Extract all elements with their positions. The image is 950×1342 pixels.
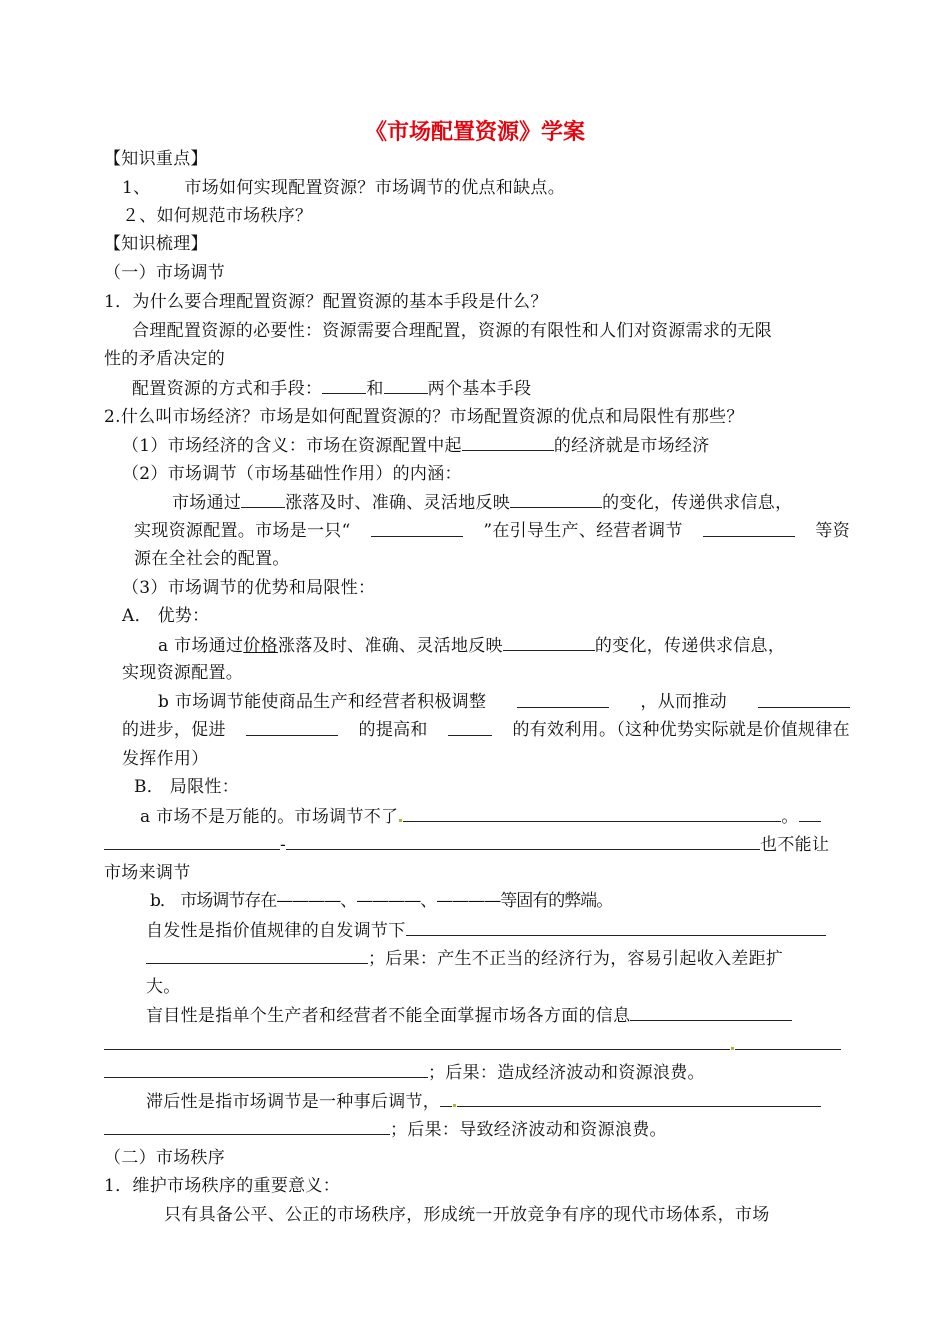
blank-field[interactable] [104,833,280,850]
blank-field[interactable] [286,833,760,850]
heading-limitations: B． 局限性： [134,777,239,797]
limitation-a-line-2: - 也不能让 [104,833,852,856]
stray-mark [399,819,402,822]
blank-field[interactable] [517,691,609,708]
blank-field[interactable] [403,805,781,822]
point-2-market-mechanism: （2）市场调节（市场基础性作用）的内涵： [122,464,462,484]
blank-field[interactable] [457,1090,821,1107]
advantage-b-line-1: b 市场调节能使商品生产和经营者积极调整 ，从而推动 [158,691,850,713]
blank-field[interactable] [241,491,285,508]
blank-field[interactable] [104,1118,390,1135]
point-3-advantages-limits: （3）市场调节的优势和局限性： [122,578,376,598]
blank-field[interactable] [448,719,492,736]
section-market-order: （二）市场秩序 [104,1148,226,1168]
lag-line-2: ；后果：导致经济波动和资源浪费。 [104,1118,850,1141]
question-1: 1．为什么要合理配置资源？配置资源的基本手段是什么？ [104,292,548,312]
blank-field[interactable] [630,1004,792,1021]
advantage-a-line-2: 实现资源配置。 [122,663,244,683]
stray-mark [453,1104,456,1107]
key-point-1: 1、 市场如何实现配置资源？市场调节的优点和缺点。 [122,178,566,198]
spontaneity-line-3: 大。 [146,977,181,997]
market-order-text: 只有具备公平、公正的市场秩序，形成统一开放竞争有序的现代市场体系，市场 [164,1205,770,1225]
key-point-2: ２、如何规范市场秩序？ [122,206,313,226]
spontaneity-line-2: ；后果：产生不正当的经济行为，容易引起收入差距扩 [146,947,850,970]
p2-line-3: 源在全社会的配置。 [134,549,290,569]
blank-field[interactable] [510,491,602,508]
q1-answer-means: 配置资源的方式和手段： 和 两个基本手段 [132,379,532,399]
blank-field[interactable] [322,377,366,394]
blindness-line-2 [104,1033,846,1056]
document-title: 《市场配置资源》学案 [364,119,585,145]
blank-field[interactable] [371,520,463,537]
p2-line-2: 实现资源配置。市场是一只“ ”在引导生产、经营者调节 等资 [134,521,850,541]
heading-knowledge-key: 【知识重点】 [104,149,208,169]
blank-field[interactable] [406,919,826,936]
blindness-line-3: ；后果：造成经济波动和资源浪费。 [104,1061,850,1084]
blank-field[interactable] [735,1033,841,1050]
limitation-a-line-1: a 市场不是万能的。市场调节不了 。 [140,805,852,828]
advantage-b-line-2: 的进步，促进 的提高和 的有效利用。（这种优势实际就是价值规律在 [122,720,850,740]
market-order-point-1: 1．维护市场秩序的重要意义： [104,1176,341,1196]
stray-mark [731,1047,734,1050]
blank-field[interactable] [146,947,368,964]
point-1-market-economy: （1）市场经济的含义：市场在资源配置中起 的经济就是市场经济 [122,436,710,456]
q1-answer-necessity: 合理配置资源的必要性：资源需要合理配置，资源的有限性和人们对资源需求的无限 [132,321,773,341]
lag-line-1: 滞后性是指市场调节是一种事后调节， [146,1090,846,1113]
blindness-line-1: 盲目性是指单个生产者和经营者不能全面掌握市场各方面的信息 [146,1004,846,1027]
blank-field[interactable] [758,691,850,708]
limitation-b: b． 市场调节存在————、————、————等固有的弊端。 [150,891,613,911]
p2-line-1: 市场通过 涨落及时、准确、灵活地反映 的变化，传递供求信息， [172,493,793,513]
blank-field[interactable] [384,377,428,394]
q1-answer-necessity-cont: 性的矛盾决定的 [104,349,226,369]
advantage-b-line-3: 发挥作用） [122,749,209,769]
blank-field[interactable] [503,634,595,651]
blank-field[interactable] [246,719,338,736]
heading-knowledge-review: 【知识梳理】 [104,234,208,254]
heading-advantages: A． 优势： [122,606,210,626]
section-market-regulation: （一）市场调节 [104,263,226,283]
spontaneity-line-1: 自发性是指价值规律的自发调节下 [146,919,846,942]
question-2: 2.什么叫市场经济？市场是如何配置资源的？市场配置资源的优点和局限性有那些？ [104,407,744,427]
blank-field[interactable] [462,434,554,451]
blank-field[interactable] [440,1090,452,1107]
limitation-a-line-3: 市场来调节 [104,863,191,883]
blank-field[interactable] [104,1061,428,1078]
blank-field[interactable] [799,805,821,822]
blank-field[interactable] [104,1033,730,1050]
advantage-a-line-1: a 市场通过价格涨落及时、准确、灵活地反映 的变化，传递供求信息， [158,636,786,656]
blank-field[interactable] [703,520,795,537]
